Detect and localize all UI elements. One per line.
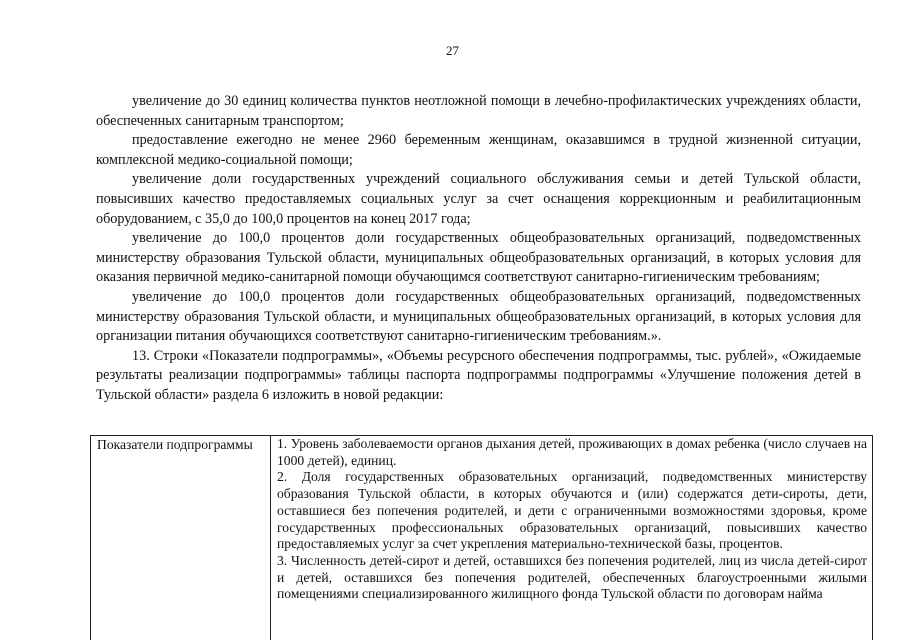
table-content-cell: [271, 436, 872, 640]
paragraph: предоставление ежегодно не менее 2960 беременным женщинам, оказавшимся в трудной жизненной ситуации, комплексной медико-социальной помощи;: [96, 132, 861, 168]
table-item: 3. Численность детей-сирот и детей, оставшихся без попечения родителей, лиц из числа детей-сирот и детей, оставшихся без попечения родителей, обеспеченных благоустроенными жилыми помещениями специализированного жилищного фонда Тульской области по договорам найма: [277, 552, 867, 602]
passport-table: [90, 435, 873, 640]
paragraph: 13. Строки «Показатели подпрограммы», «Объемы ресурсного обеспечения подпрограммы, тыс. рублей», «Ожидаемые результаты реализации подпрограммы» таблицы паспорта подпрограммы подпрограммы «Улучшение положения детей в Тульской области» раздела 6 изложить в новой редакции:: [96, 347, 861, 403]
paragraph: увеличение до 30 единиц количества пунктов неотложной помощи в лечебно-профилактических учреждениях области, обеспеченных санитарным транспортом;: [96, 93, 861, 129]
paragraph: увеличение до 100,0 процентов доли государственных общеобразовательных организаций, подведомственных министерству образования Тульской области, муниципальных общеобразовательных организаций, в которых условия для оказания первичной медико-санитарной помощи обучающимся соответствуют санитарно-гигиеническим требованиям;: [96, 230, 861, 286]
body-text: [96, 92, 861, 406]
table-label-cell: Показатели подпрограммы: [91, 436, 271, 640]
table-item: 1. Уровень заболеваемости органов дыхания детей, проживающих в домах ребенка (число случаев на 1000 детей), единиц.: [277, 436, 867, 468]
paragraph: увеличение доли государственных учреждений социального обслуживания семьи и детей Тульской области, повысивших качество предоставляемых социальных услуг за счет оснащения коррекционным и реабилитационным оборудованием, с 35,0 до 100,0 процентов на конец 2017 года;: [96, 171, 861, 227]
page-number: 27: [446, 43, 459, 58]
paragraph: увеличение до 100,0 процентов доли государственных общеобразовательных организаций, подведомственных министерству образования Тульской области, и муниципальных общеобразовательных организаций, в которых условия для организации питания обучающихся соответствуют санитарно-гигиеническим требованиям.».: [96, 288, 861, 345]
table-item: 2. Доля государственных образовательных организаций, подведомственных министерству образования Тульской области, в которых обучаются и (или) содержатся дети-сироты, дети, оставшиеся без попечения родителей, и дети с ограниченными возможностями здоровья, кроме государственных профессиональных образовательных организаций, повысивших качество предоставляемых услуг за счет укрепления материально-технической базы, процентов.: [277, 469, 867, 552]
